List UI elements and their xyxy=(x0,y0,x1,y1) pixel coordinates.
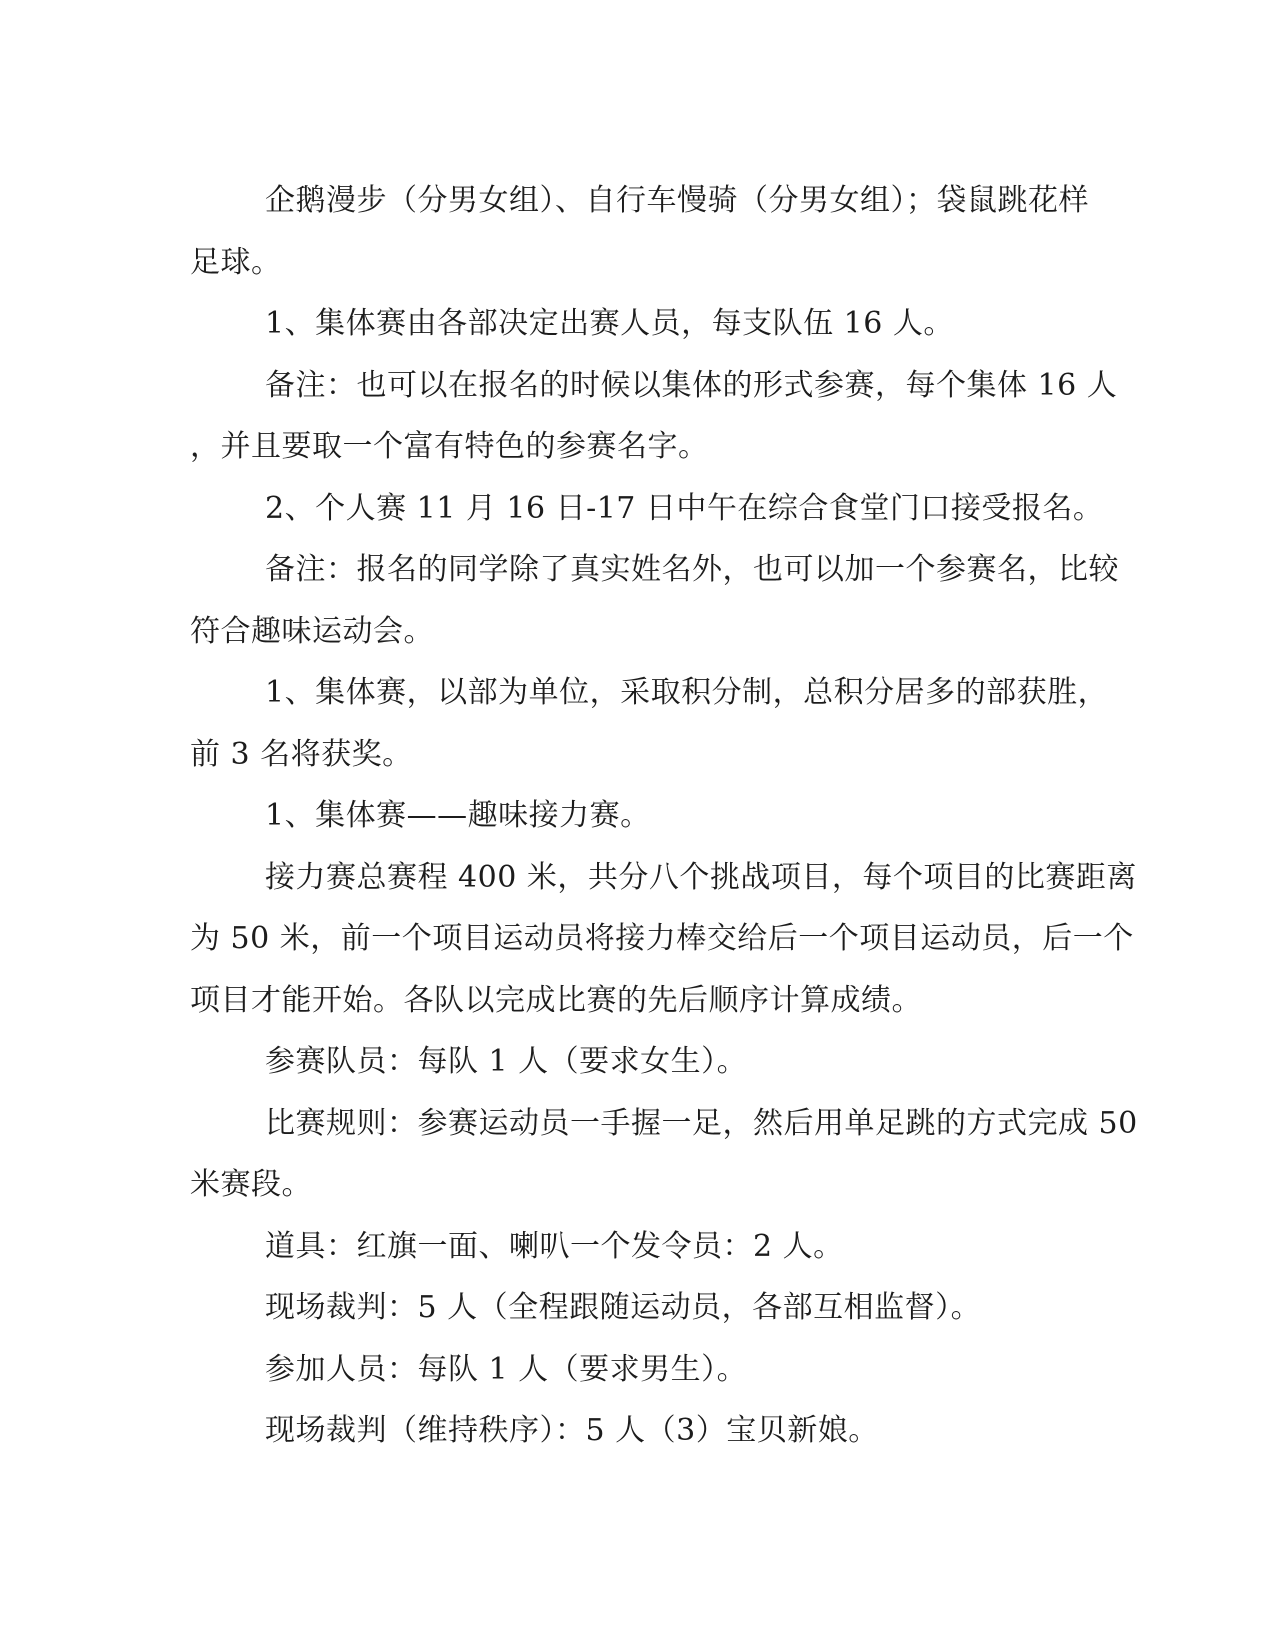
text-line: 1、集体赛由各部决定出赛人员，每支队伍 16 人。 xyxy=(265,306,954,341)
text-line: 米赛段。 xyxy=(190,1167,312,1202)
text-line: 参赛队员：每队 1 人（要求女生）。 xyxy=(265,1044,748,1079)
text-line: 1、集体赛，以部为单位，采取积分制，总积分居多的部获胜， xyxy=(265,675,1109,710)
text-line: 前 3 名将获奖。 xyxy=(190,736,413,772)
text-line: 2、个人赛 11 月 16 日-17 日中午在综合食堂门口接受报名。 xyxy=(265,490,1104,526)
text-line: 现场裁判：5 人（全程跟随运动员，各部互相监督）。 xyxy=(265,1290,982,1325)
text-line: 项目才能开始。各队以完成比赛的先后顺序计算成绩。 xyxy=(190,982,922,1018)
text-line: 道具：红旗一面、喇叭一个发令员：2 人。 xyxy=(265,1228,844,1264)
text-line: 足球。 xyxy=(190,244,282,280)
text-line: 1、集体赛——趣味接力赛。 xyxy=(265,798,651,833)
text-line: ，并且要取一个富有特色的参赛名字。 xyxy=(190,429,709,464)
text-line: 比赛规则：参赛运动员一手握一足，然后用单足跳的方式完成 50 xyxy=(265,1105,1138,1141)
text-line: 符合趣味运动会。 xyxy=(190,613,434,649)
text-line: 参加人员：每队 1 人（要求男生）。 xyxy=(265,1351,748,1387)
text-line: 企鹅漫步（分男女组）、自行车慢骑（分男女组）；袋鼠跳花样 xyxy=(265,183,1089,218)
text-line: 现场裁判（维持秩序）：5 人（3）宝贝新娘。 xyxy=(265,1413,879,1448)
document-body xyxy=(190,170,1138,1462)
text-line: 接力赛总赛程 400 米，共分八个挑战项目，每个项目的比赛距离 xyxy=(265,859,1137,895)
text-line: 为 50 米，前一个项目运动员将接力棒交给后一个项目运动员，后一个 xyxy=(190,921,1134,956)
text-line: 备注：也可以在报名的时候以集体的形式参赛，每个集体 16 人 xyxy=(265,367,1118,403)
text-line: 备注：报名的同学除了真实姓名外，也可以加一个参赛名，比较 xyxy=(265,552,1119,587)
